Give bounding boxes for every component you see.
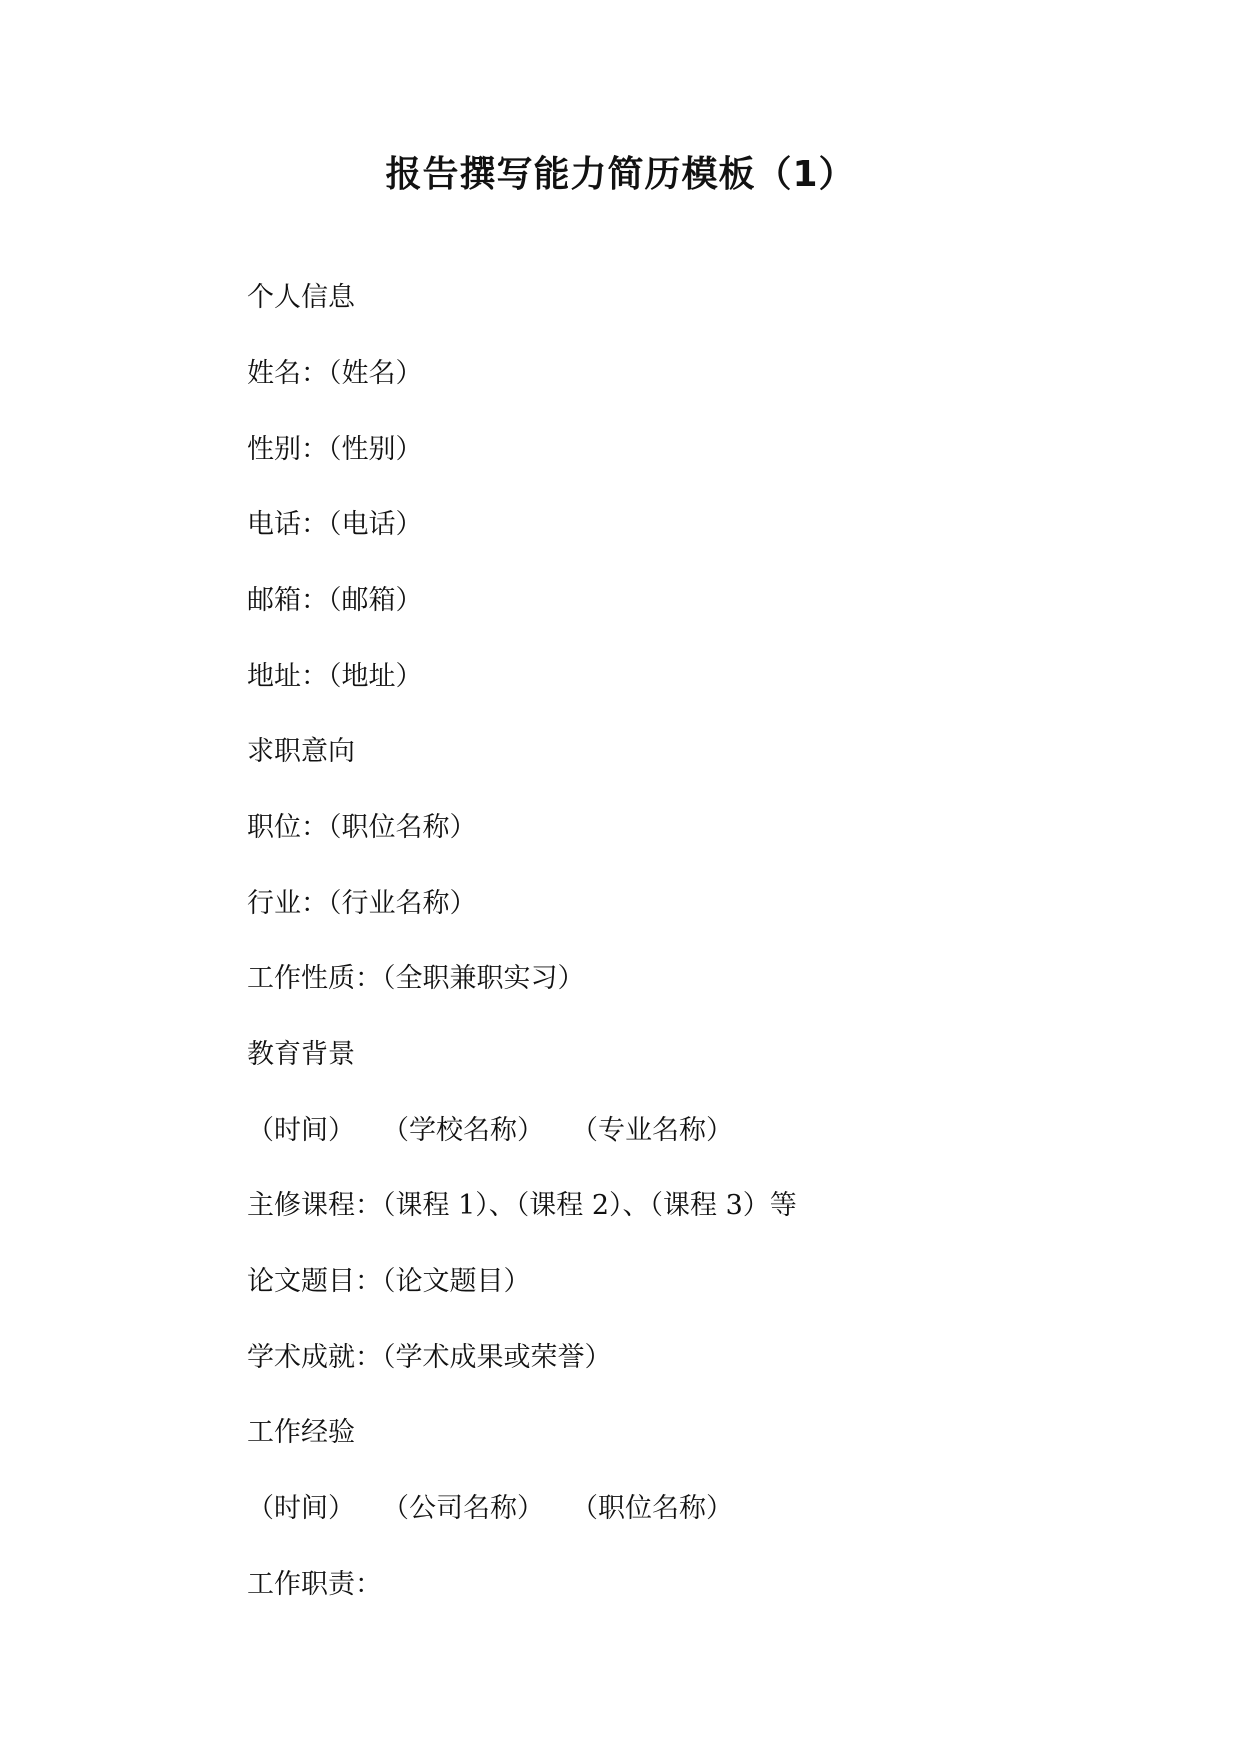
field-name: 姓名：（姓名） [247,358,423,389]
field-address: 地址：（地址） [247,661,423,692]
field-job-type: 工作性质：（全职兼职实习） [247,963,585,994]
section-heading-job-intention: 求职意向 [247,736,355,767]
education-entry: （时间） （学校名称） （专业名称） [247,1115,733,1146]
field-job-responsibilities: 工作职责： [247,1569,382,1600]
section-heading-education: 教育背景 [247,1039,355,1070]
field-email: 邮箱：（邮箱） [247,585,423,616]
field-academic-achievements: 学术成就：（学术成果或荣誉） [247,1342,612,1373]
field-major-courses: 主修课程：（课程 1）、（课程 2）、（课程 3）等 [247,1190,797,1221]
document-title: 报告撰写能力简历模板（1） [385,154,856,195]
work-entry: （时间） （公司名称） （职位名称） [247,1493,733,1524]
field-position: 职位：（职位名称） [247,812,477,843]
field-gender: 性别：（性别） [247,434,423,465]
section-heading-work-experience: 工作经验 [247,1417,355,1448]
field-thesis-title: 论文题目：（论文题目） [247,1266,531,1297]
field-phone: 电话：（电话） [247,509,423,540]
field-industry: 行业：（行业名称） [247,888,477,919]
section-heading-personal-info: 个人信息 [247,282,355,313]
